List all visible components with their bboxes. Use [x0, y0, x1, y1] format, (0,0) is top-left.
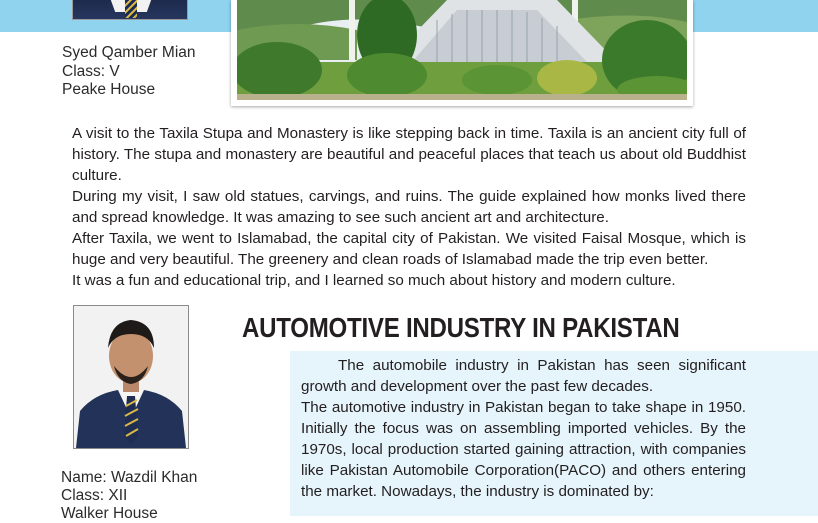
automotive-article — [301, 355, 746, 502]
student-house: Peake House — [62, 81, 156, 98]
student-caption-wazdil — [61, 469, 197, 523]
story-paragraph: During my visit, I saw old statues, carvings, and ruins. The guide explained how monks lived there and spread knowledge. It was amazing to see such ancient art and architecture. — [72, 188, 746, 226]
story-paragraph: It was a fun and educational trip, and I learned so much about history and modern culture. — [72, 272, 676, 289]
article-paragraph: The automobile industry in Pakistan has seen significant growth and development over the past few decades. — [301, 357, 746, 395]
student-class: Class: V — [62, 62, 120, 80]
student-name: Name: Wazdil Khan — [61, 469, 198, 486]
faisal-mosque-photo — [231, 0, 693, 106]
article-heading: AUTOMOTIVE INDUSTRY IN PAKISTAN — [242, 312, 680, 343]
article-paragraph: The automotive industry in Pakistan began to take shape in 1950. Initially the focus was on assembling imported vehicles. By the 1970s, local production started gaining attraction, with companies like Pakistan Automobile Corporation(PACO) and others entering the market. Nowadays, the industry is dominated by: — [301, 399, 746, 500]
taxila-trip-story — [72, 123, 746, 291]
student-photo-wazdil — [73, 305, 189, 449]
student-caption-qamber — [62, 44, 196, 100]
student-house: Walker House — [61, 505, 158, 522]
student-class: Class: XII — [61, 487, 128, 504]
student-photo-qamber — [72, 0, 188, 20]
student-name: Syed Qamber Mian — [62, 44, 196, 61]
story-paragraph: A visit to the Taxila Stupa and Monastery is like stepping back in time. Taxila is an ancient city full of history. The stupa and monastery are beautiful and peaceful places that teach us about old Buddhist culture. — [72, 125, 746, 184]
story-paragraph: After Taxila, we went to Islamabad, the capital city of Pakistan. We visited Faisal Mosque, which is huge and very beautiful. The greenery and clean roads of Islamabad made the trip even better. — [72, 230, 746, 268]
